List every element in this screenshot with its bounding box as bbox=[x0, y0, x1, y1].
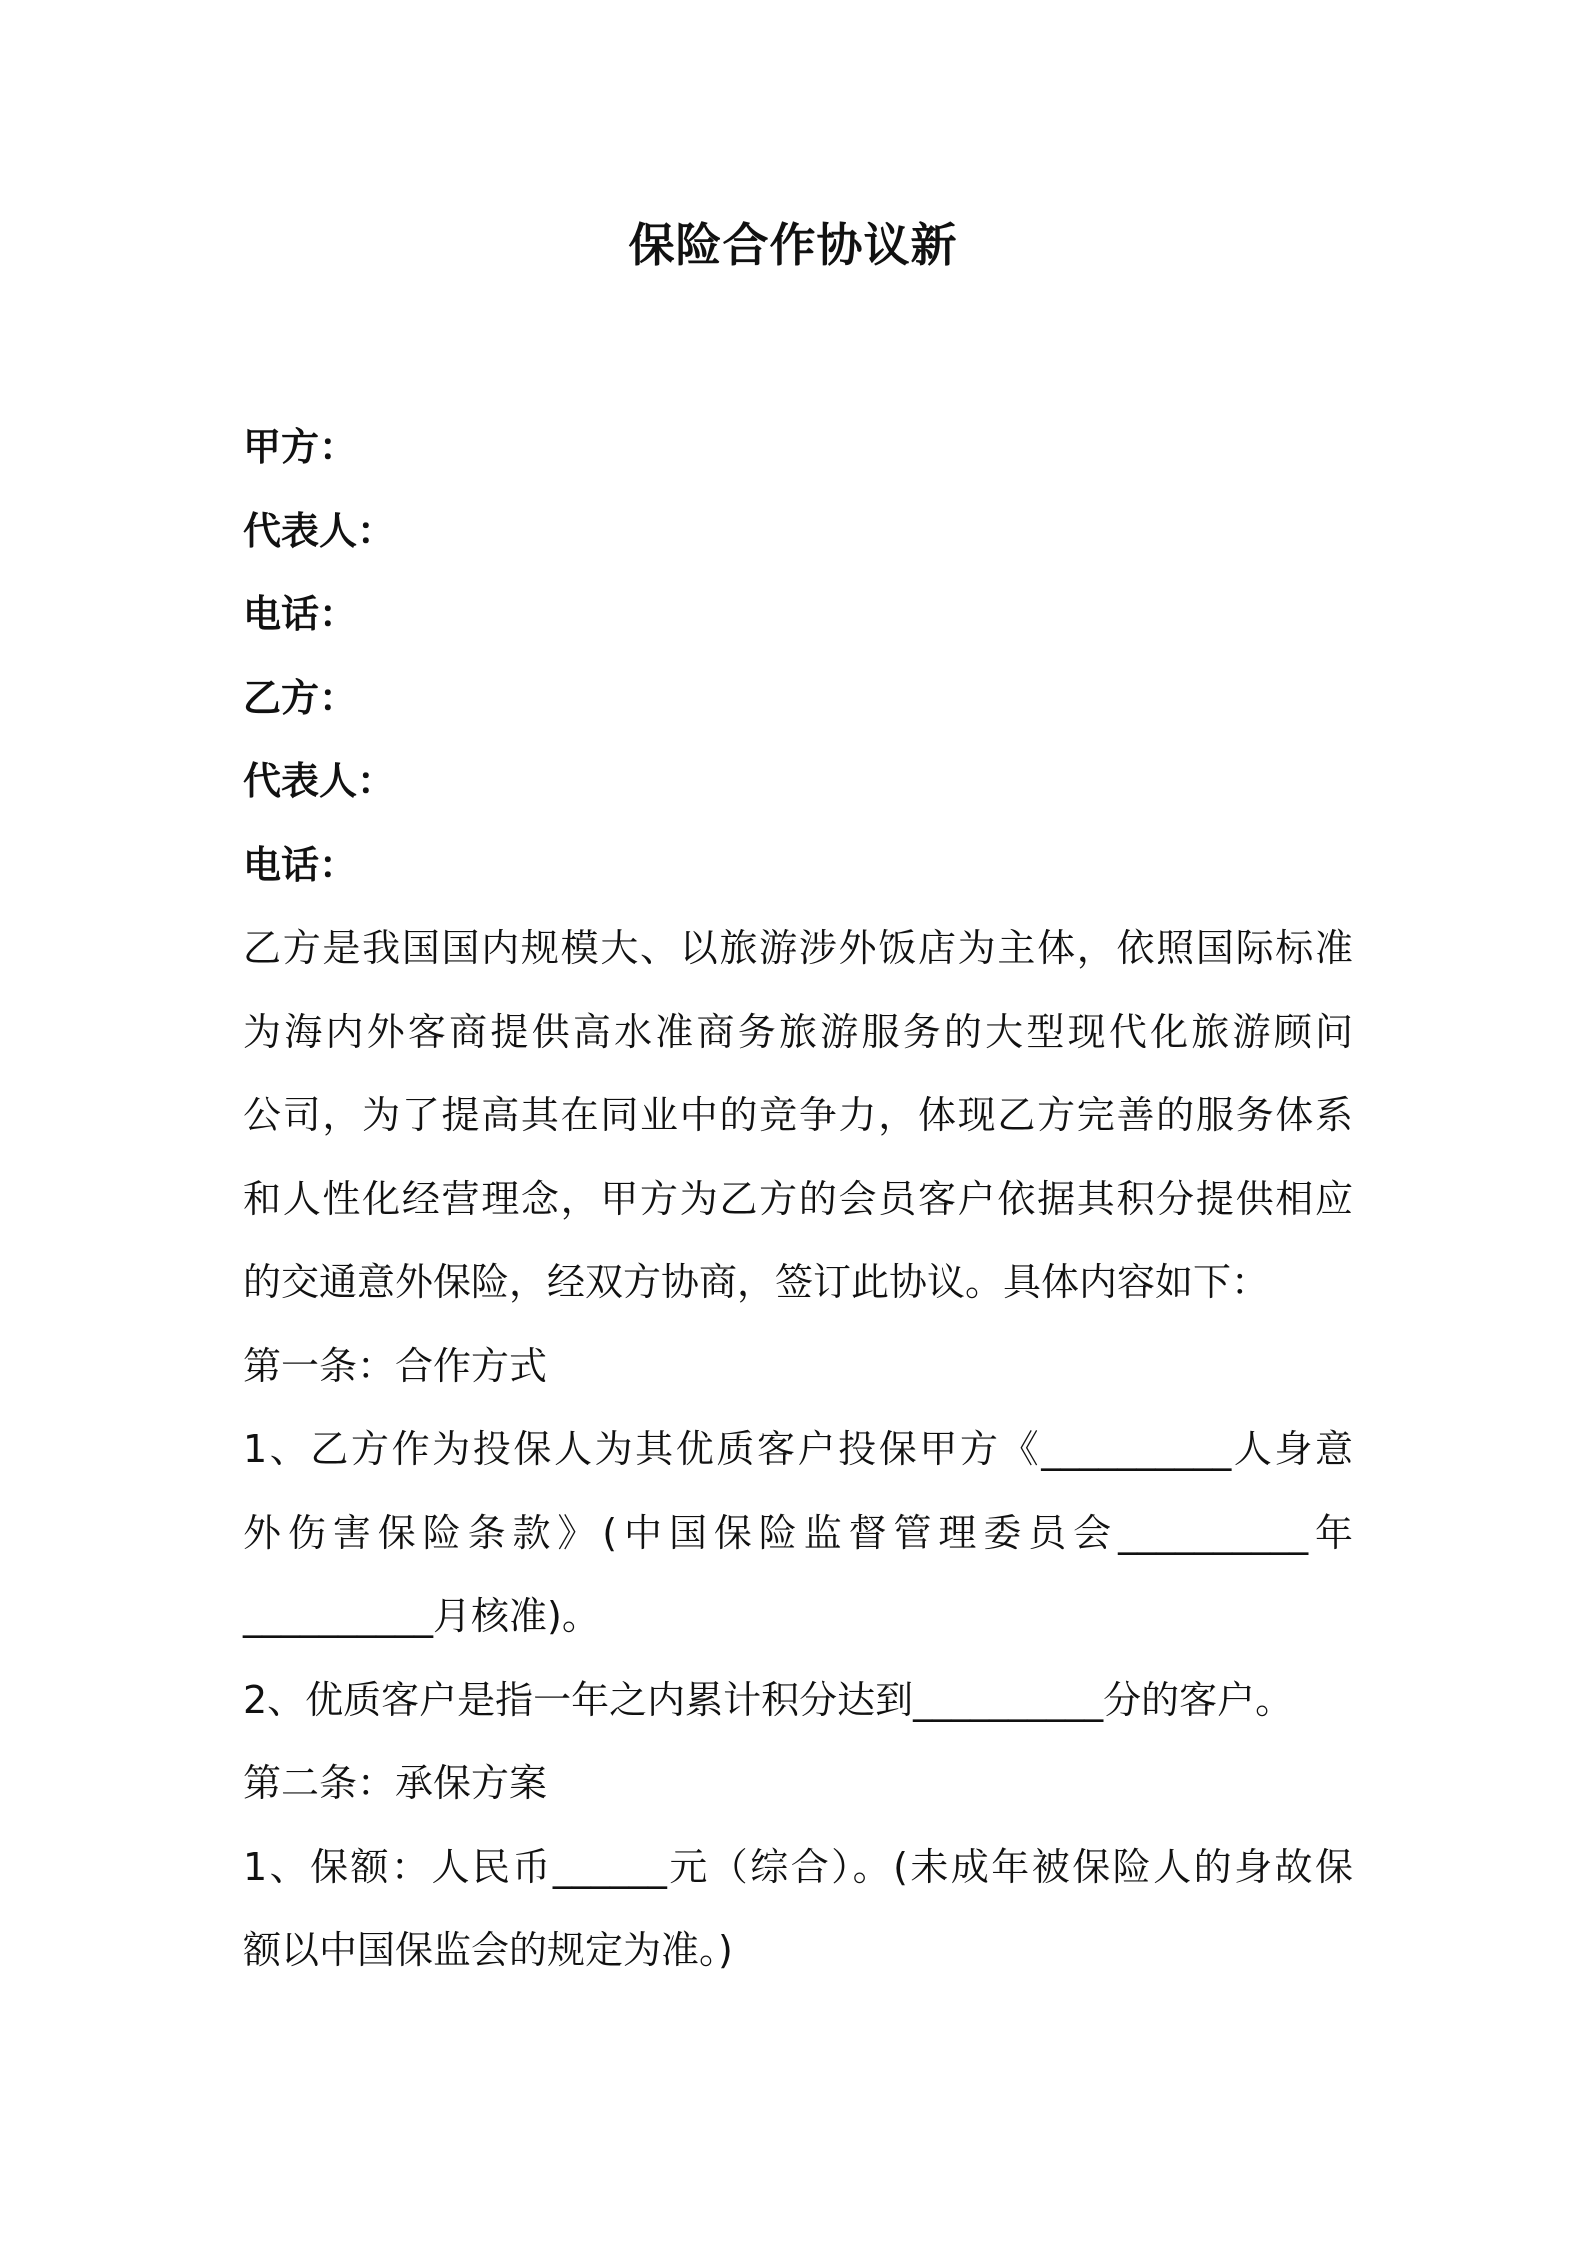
article-1-heading: 第一条：合作方式 bbox=[243, 1343, 548, 1388]
party-a-representative-label: 代表人： bbox=[243, 508, 396, 553]
intro-line: 为海内外客商提供高水准商务旅游服务的大型现代化旅游顾问 bbox=[243, 1009, 1353, 1054]
article-1-item-1-line: 外伤害保险条款》(中国保险监督管理委员会__________年 bbox=[243, 1510, 1353, 1555]
article-1-item-1-line: __________月核准)。 bbox=[243, 1594, 600, 1638]
party-a-phone-label: 电话： bbox=[243, 592, 358, 636]
intro-line: 和人性化经营理念，甲方为乙方的会员客户依据其积分提供相应 bbox=[243, 1176, 1353, 1221]
party-a-label: 甲方： bbox=[243, 425, 358, 469]
party-b-label: 乙方： bbox=[243, 675, 358, 720]
article-1-item-1-line: 1、乙方作为投保人为其优质客户投保甲方《__________人身意 bbox=[243, 1427, 1353, 1471]
intro-line: 的交通意外保险，经双方协商，签订此协议。具体内容如下： bbox=[243, 1260, 1270, 1304]
article-2-item-1-line: 1、保额：人民币______元（综合）。(未成年被保险人的身故保 bbox=[243, 1844, 1353, 1889]
intro-line: 乙方是我国国内规模大、以旅游涉外饭店为主体，依照国际标准 bbox=[243, 926, 1353, 970]
article-1-item-2: 2、优质客户是指一年之内累计积分达到__________分的客户。 bbox=[243, 1677, 1294, 1722]
article-2-item-1-line: 额以中国保监会的规定为准。) bbox=[243, 1928, 733, 1972]
party-b-phone-label: 电话： bbox=[243, 842, 358, 887]
intro-line: 公司，为了提高其在同业中的竞争力，体现乙方完善的服务体系 bbox=[243, 1093, 1353, 1137]
article-2-heading: 第二条：承保方案 bbox=[243, 1761, 548, 1805]
document-body bbox=[243, 406, 1353, 1993]
document-title: 保险合作协议新 bbox=[628, 218, 958, 272]
party-b-representative-label: 代表人： bbox=[243, 759, 396, 803]
